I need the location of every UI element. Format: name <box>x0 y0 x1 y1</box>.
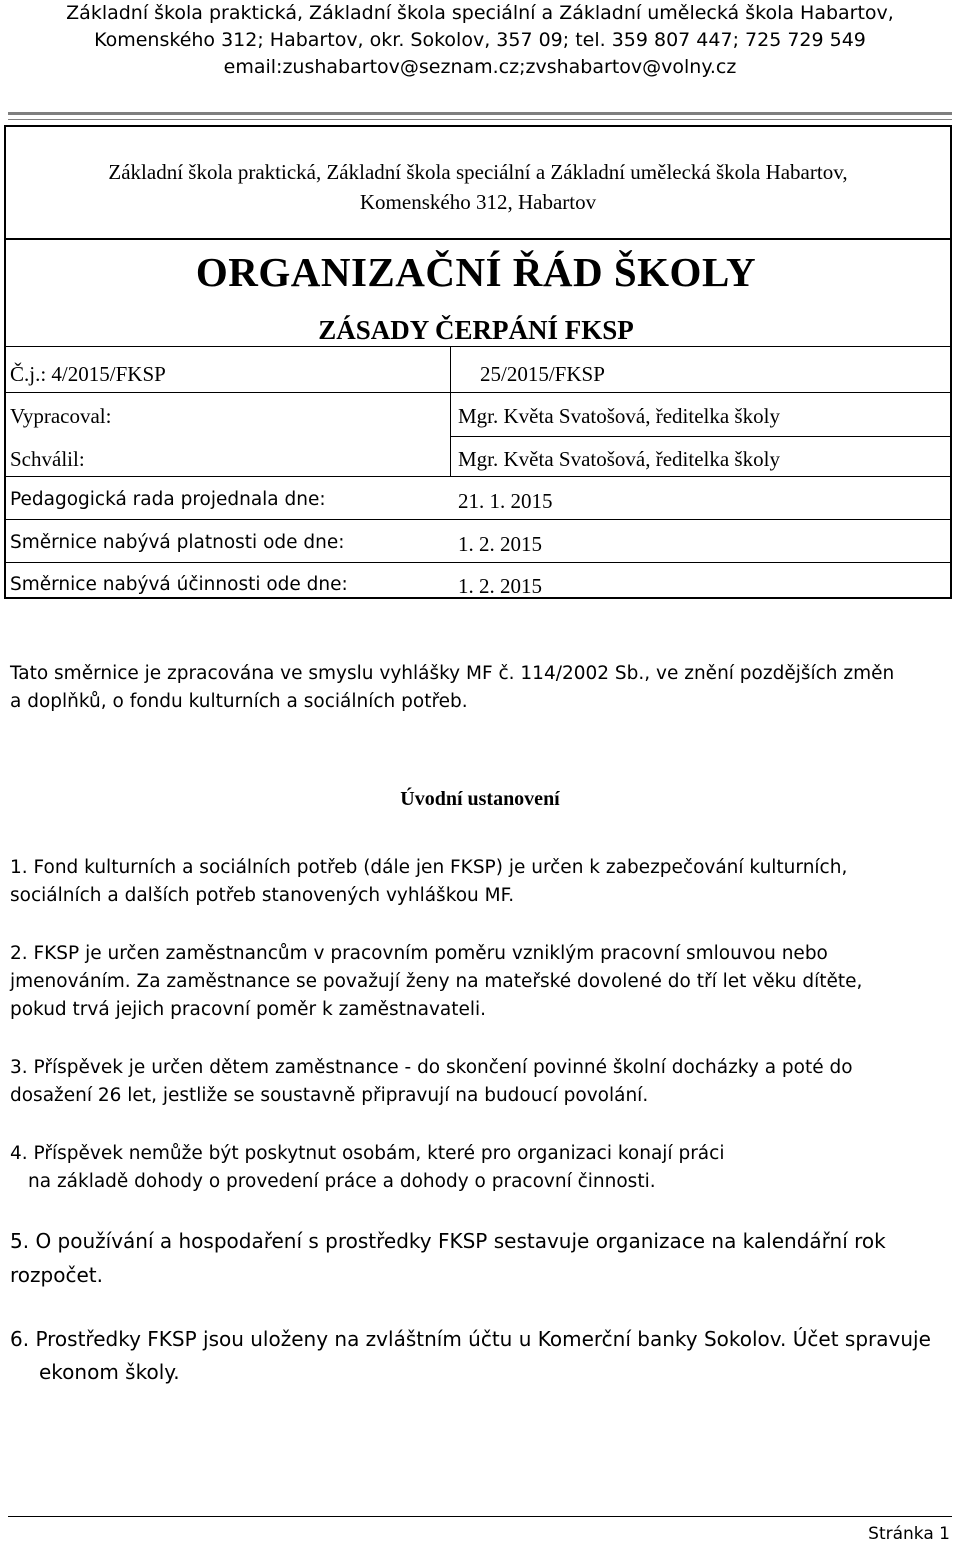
school-address: Komenského 312, Habartov <box>359 190 597 214</box>
council-date-label: Pedagogická rada projednala dne: <box>10 489 326 510</box>
paragraph-line: sociálních a dalších potřeb stanovených vyhláškou MF. <box>10 885 515 906</box>
document-subtitle: ZÁSADY ČERPÁNÍ FKSP <box>318 315 634 345</box>
paragraph-5 <box>10 1224 952 1292</box>
paragraph-2 <box>10 940 952 1024</box>
paragraph-line: 4. Příspěvek nemůže být poskytnut osobám, které pro organizaci konají práci <box>10 1143 725 1164</box>
header-rule <box>8 112 952 115</box>
reference-number-label: Č.j.: 4/2015/FKSP <box>10 362 166 386</box>
table-divider <box>4 562 952 563</box>
letterhead-line-2: Komenského 312; Habartov, okr. Sokolov, 357 09; tel. 359 807 447; 725 729 549 <box>94 29 866 51</box>
paragraph-line: rozpočet. <box>10 1263 103 1287</box>
school-name-line-1: Základní škola praktická, Základní škola speciální a Základní umělecká škola Habartov, <box>108 160 848 184</box>
table-divider <box>4 519 952 520</box>
intro-paragraph <box>10 660 952 716</box>
paragraph-line: pokud trvá jejich pracovní poměr k zaměstnavateli. <box>10 999 487 1020</box>
paragraph-line: ekonom školy. <box>39 1360 180 1384</box>
paragraph-line: 1. Fond kulturních a sociálních potřeb (dále jen FKSP) je určen k zabezpečování kulturních, <box>10 857 848 878</box>
paragraph-line: dosažení 26 let, jestliže se soustavně připravují na budoucí povolání. <box>10 1085 649 1106</box>
paragraph-line: jmenováním. Za zaměstnance se považují ženy na mateřské dovolené do tří let věku dítěte, <box>10 971 863 992</box>
approved-by-value: Mgr. Květa Svatošová, ředitelka školy <box>458 447 780 471</box>
paragraph-1 <box>10 854 952 910</box>
paragraph-line: 5. O používání a hospodaření s prostředky FKSP sestavuje organizace na kalendářní rok <box>10 1229 886 1253</box>
validity-date-value: 1. 2. 2015 <box>458 532 542 556</box>
school-name-cell <box>6 127 950 240</box>
table-divider <box>4 346 952 347</box>
approved-by-label: Schválil: <box>10 447 85 471</box>
table-divider <box>450 392 952 393</box>
effective-date-value: 1. 2. 2015 <box>458 574 542 598</box>
paragraph-line: 6. Prostředky FKSP jsou uloženy na zvláštním účtu u Komerční banky Sokolov. Účet spravuje <box>10 1327 931 1351</box>
paragraph-3 <box>10 1054 952 1110</box>
document-title: ORGANIZAČNÍ ŘÁD ŠKOLY <box>195 249 757 295</box>
prepared-by-value: Mgr. Květa Svatošová, ředitelka školy <box>458 404 780 428</box>
intro-line-1: Tato směrnice je zpracována ve smyslu vyhlášky MF č. 114/2002 Sb., ve znění pozdějších změn <box>10 663 895 684</box>
validity-date-label: Směrnice nabývá platnosti ode dne: <box>10 532 345 553</box>
page-number: Stránka 1 <box>868 1524 950 1544</box>
paragraph-6 <box>10 1323 952 1389</box>
paragraph-line: na základě dohody o provedení práce a dohody o pracovní činnosti. <box>28 1171 656 1192</box>
paragraph-line: 3. Příspěvek je určen dětem zaměstnance - do skončení povinné školní docházky a poté do <box>10 1057 853 1078</box>
effective-date-label: Směrnice nabývá účinnosti ode dne: <box>10 574 348 595</box>
letterhead-email: email:zushabartov@seznam.cz;zvshabartov@volny.cz <box>223 56 737 78</box>
letterhead-line-1: Základní škola praktická, Základní škola speciální a Základní umělecká škola Habartov, <box>66 2 894 24</box>
table-divider <box>450 436 952 437</box>
section-heading: Úvodní ustanovení <box>400 788 560 810</box>
footer-rule <box>8 1516 952 1517</box>
reference-number-value: 25/2015/FKSP <box>480 362 605 386</box>
paragraph-line: 2. FKSP je určen zaměstnancům v pracovním poměru vzniklým pracovní smlouvou nebo <box>10 943 828 964</box>
table-divider <box>4 392 452 393</box>
table-column-divider <box>450 346 451 476</box>
letterhead <box>0 0 960 81</box>
header-rule-thin <box>8 119 952 120</box>
table-divider <box>4 476 952 477</box>
paragraph-4 <box>10 1140 952 1196</box>
intro-line-2: a doplňků, o fondu kulturních a sociálních potřeb. <box>10 691 468 712</box>
prepared-by-label: Vypracoval: <box>10 404 112 428</box>
council-date-value: 21. 1. 2015 <box>458 489 553 513</box>
